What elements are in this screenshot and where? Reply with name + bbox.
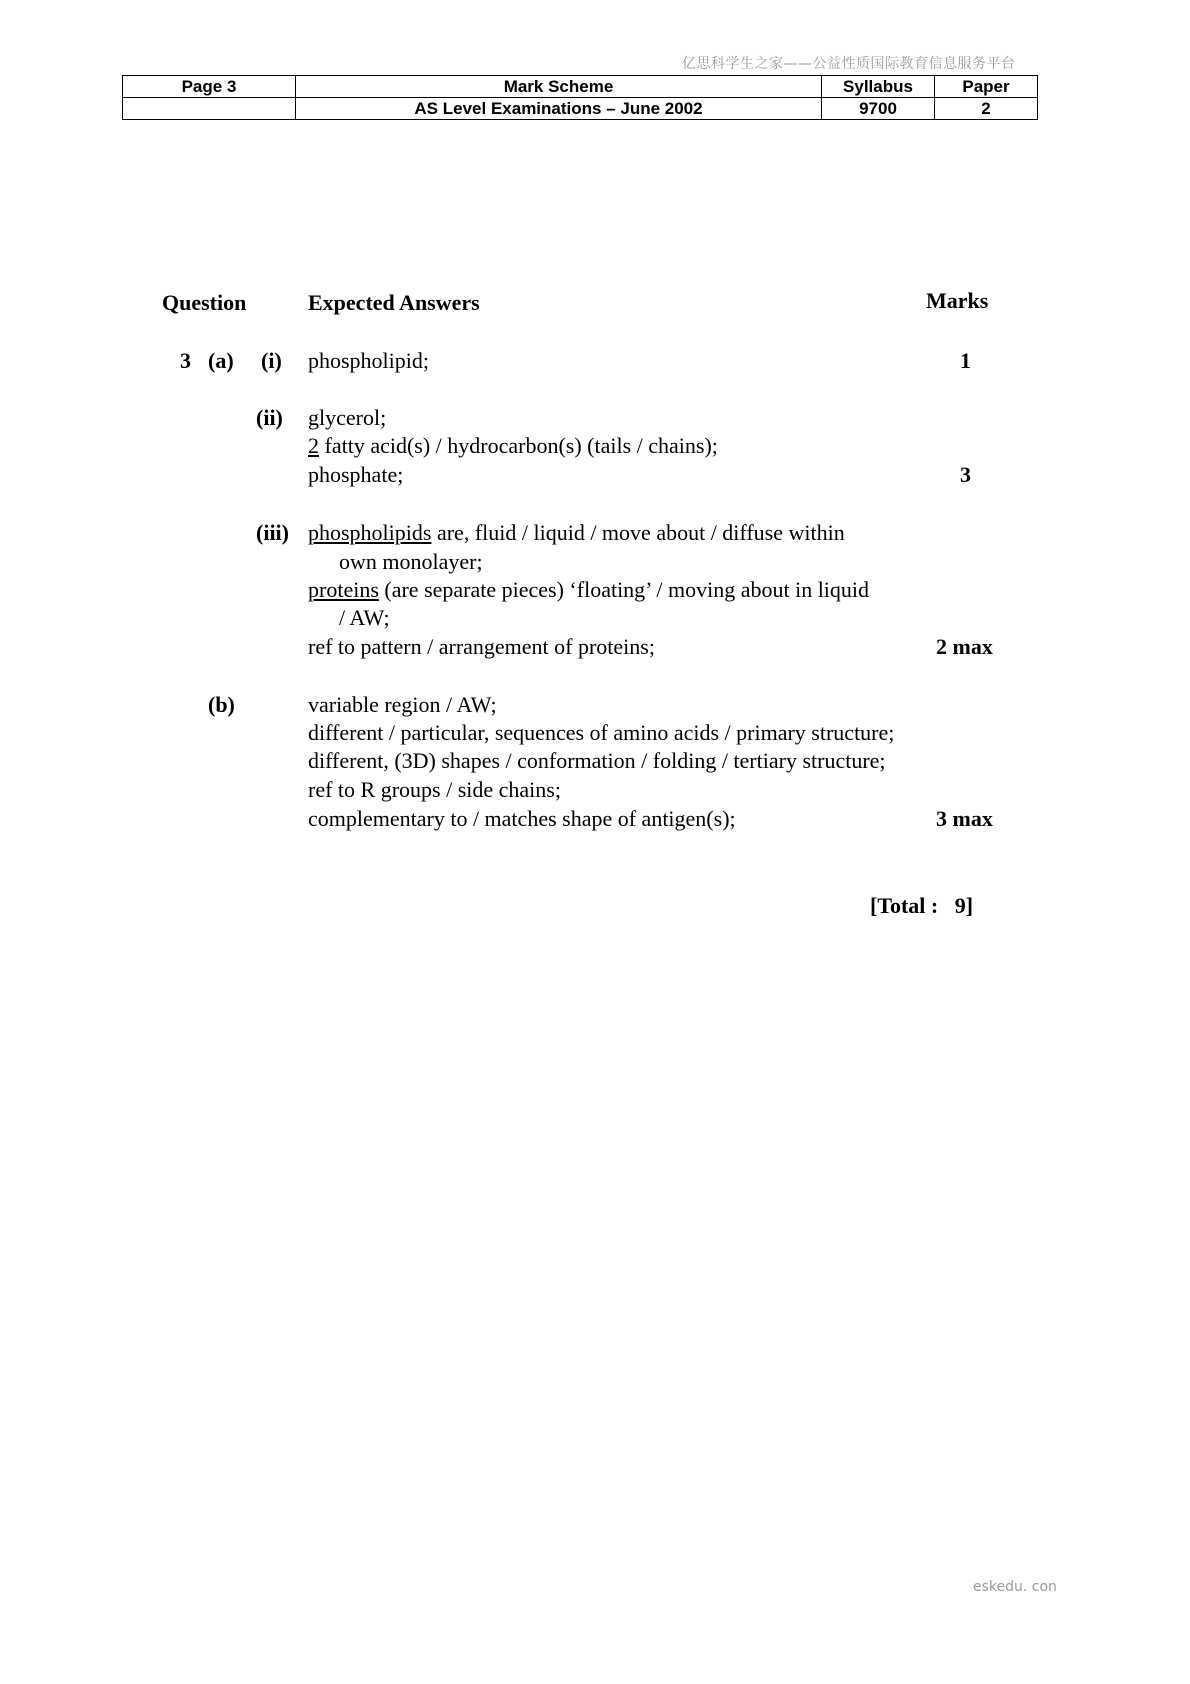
answer-a-ii-line-3: phosphate;: [308, 462, 404, 487]
sub-i-label: (i): [261, 348, 282, 373]
header-exam: AS Level Examinations – June 2002: [296, 98, 822, 120]
answer-a-iii-proteins: proteins: [308, 577, 379, 602]
header-page: Page 3: [123, 76, 296, 98]
header-row-2: [123, 98, 1038, 120]
answer-a-iii-line-4: / AW;: [339, 605, 390, 630]
answer-a-ii-line-1: glycerol;: [308, 405, 387, 430]
header-syllabus: 9700: [822, 98, 935, 120]
marks-a-i: 1: [960, 348, 971, 373]
header-syllabus-label: Syllabus: [822, 76, 935, 98]
answer-a-i: phospholipid;: [308, 348, 430, 373]
answer-b-line-5: complementary to / matches shape of antigen(s);: [308, 806, 736, 831]
answer-b-line-2: different / particular, sequences of amino acids / primary structure;: [308, 720, 895, 745]
watermark-top: 亿思科学生之家——公益性质国际教育信息服务平台: [682, 56, 1016, 72]
question-number: 3: [180, 348, 191, 373]
answer-a-iii-line-1-text: are, fluid / liquid / move about / diffuse within: [431, 520, 845, 545]
part-a-label: (a): [208, 348, 234, 373]
answer-a-ii-number: 2: [308, 433, 319, 458]
marks-b: 3 max: [936, 806, 993, 831]
total-marks: [Total : 9]: [870, 893, 974, 918]
answer-a-ii-line-2: [308, 433, 718, 459]
answer-a-iii-line-2: own monolayer;: [339, 549, 483, 574]
header-empty-cell: [123, 98, 296, 120]
answer-b-line-3: different, (3D) shapes / conformation / folding / tertiary structure;: [308, 748, 886, 773]
watermark-bottom: eskedu. con: [973, 1579, 1057, 1595]
column-question: Question: [162, 290, 247, 315]
marks-a-iii: 2 max: [936, 634, 993, 659]
column-marks: Marks: [926, 288, 989, 313]
header-title: Mark Scheme: [296, 76, 822, 98]
header-paper-label: Paper: [935, 76, 1038, 98]
answer-a-iii-line-3: [308, 577, 869, 603]
answer-a-iii-phospholipids: phospholipids: [308, 520, 432, 545]
answer-a-iii-line-3-text: (are separate pieces) ‘floating’ / moving about in liquid: [378, 577, 870, 602]
column-expected-answers: Expected Answers: [308, 290, 480, 315]
answer-a-iii-line-5: ref to pattern / arrangement of proteins;: [308, 634, 655, 659]
part-b-label: (b): [208, 692, 235, 717]
header-paper: 2: [935, 98, 1038, 120]
answer-a-iii-line-1: [308, 520, 845, 546]
marks-a-ii: 3: [960, 462, 971, 487]
answer-a-ii-line-2-text: fatty acid(s) / hydrocarbon(s) (tails / chains);: [319, 433, 718, 458]
answer-b-line-4: ref to R groups / side chains;: [308, 777, 561, 802]
header-row-1: [123, 76, 1038, 98]
sub-ii-label: (ii): [256, 405, 283, 430]
answer-b-line-1: variable region / AW;: [308, 692, 497, 717]
sub-iii-label: (iii): [256, 520, 289, 545]
header-table: [122, 75, 1038, 120]
